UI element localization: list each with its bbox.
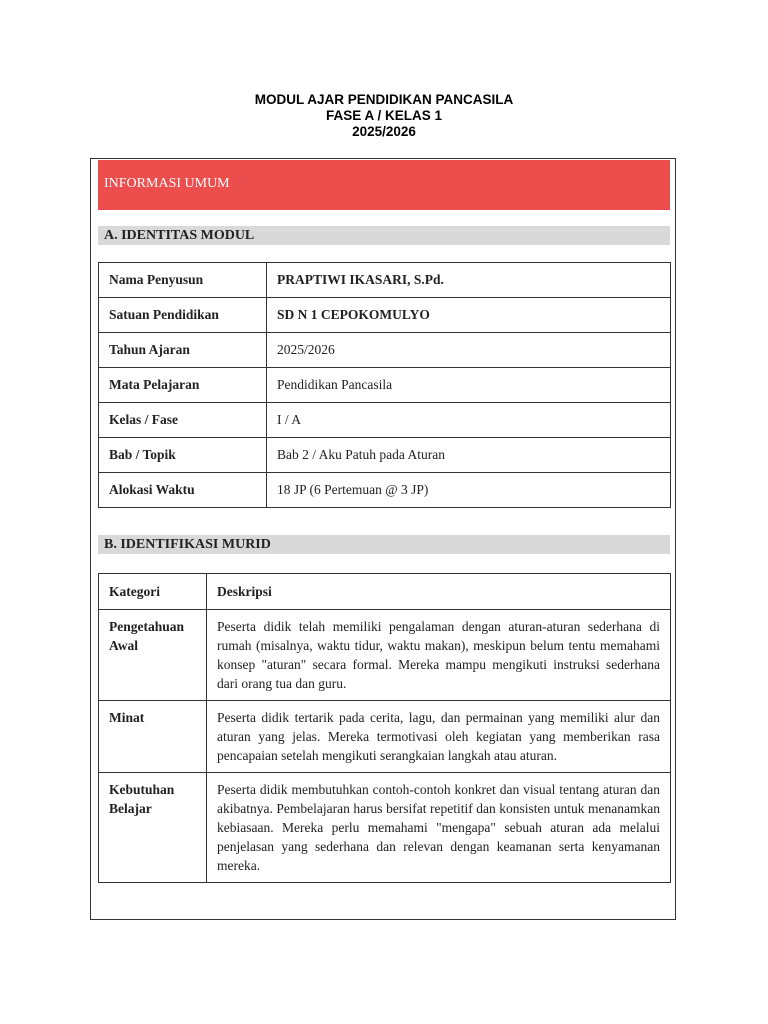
row-key: Nama Penyusun <box>99 263 267 298</box>
row-value: Bab 2 / Aku Patuh pada Aturan <box>267 438 671 473</box>
table-row <box>99 473 671 508</box>
identifikasi-murid-table <box>98 573 671 883</box>
row-key: Kelas / Fase <box>99 403 267 438</box>
identitas-table <box>98 262 671 508</box>
title-line-2: FASE A / KELAS 1 <box>325 108 443 123</box>
table-row <box>99 403 671 438</box>
table-row <box>99 368 671 403</box>
row-key: Pengetahuan Awal <box>99 610 207 701</box>
column-header-kategori: Kategori <box>99 574 207 610</box>
row-value: I / A <box>267 403 671 438</box>
table-row <box>99 298 671 333</box>
title-line-1: MODUL AJAR PENDIDIKAN PANCASILA <box>254 92 514 107</box>
row-value: Pendidikan Pancasila <box>267 368 671 403</box>
column-header-deskripsi: Deskripsi <box>207 574 671 610</box>
module-frame <box>90 158 676 920</box>
row-description: Peserta didik telah memiliki pengalaman dengan aturan-aturan sederhana di rumah (misalnya, waktu tidur, waktu makan), meskipun belum tentu memahami konsep "aturan" secara formal. Mereka mampu mengikuti instruksi sederhana dari orang tua dan guru. <box>207 610 671 701</box>
table-row <box>99 333 671 368</box>
row-description: Peserta didik tertarik pada cerita, lagu, dan permainan yang memiliki alur dan aturan yang jelas. Mereka termotivasi oleh kegiatan yang memberikan rasa pencapaian setelah mengikuti serangkaian langkah atau aturan. <box>207 701 671 773</box>
table-row <box>99 773 671 883</box>
row-value: SD N 1 CEPOKOMULYO <box>267 298 671 333</box>
row-description: Peserta didik membutuhkan contoh-contoh konkret dan visual tentang aturan dan akibatnya. Pembelajaran harus bersifat repetitif dan konsisten untuk menanamkan kebiasaan. Mereka perlu memahami "mengapa" sebuah aturan ada melalui penjelasan yang sederhana dan relevan dengan keamanan serta kenyamanan mereka. <box>207 773 671 883</box>
table-row <box>99 438 671 473</box>
table-row <box>99 263 671 298</box>
title-line-3: 2025/2026 <box>352 124 416 139</box>
row-key: Minat <box>99 701 207 773</box>
section-identifikasi-murid: B. IDENTIFIKASI MURID <box>98 535 670 554</box>
row-key: Alokasi Waktu <box>99 473 267 508</box>
row-key: Satuan Pendidikan <box>99 298 267 333</box>
table-header-row <box>99 574 671 610</box>
row-value: PRAPTIWI IKASARI, S.Pd. <box>267 263 671 298</box>
row-key: Mata Pelajaran <box>99 368 267 403</box>
row-value: 18 JP (6 Pertemuan @ 3 JP) <box>267 473 671 508</box>
section-identitas-modul: A. IDENTITAS MODUL <box>98 226 670 245</box>
row-key: Bab / Topik <box>99 438 267 473</box>
row-value: 2025/2026 <box>267 333 671 368</box>
table-row <box>99 610 671 701</box>
row-key: Tahun Ajaran <box>99 333 267 368</box>
informasi-umum-banner: INFORMASI UMUM <box>98 160 670 210</box>
row-key: Kebutuhan Belajar <box>99 773 207 883</box>
table-row <box>99 701 671 773</box>
document-title <box>0 92 768 140</box>
